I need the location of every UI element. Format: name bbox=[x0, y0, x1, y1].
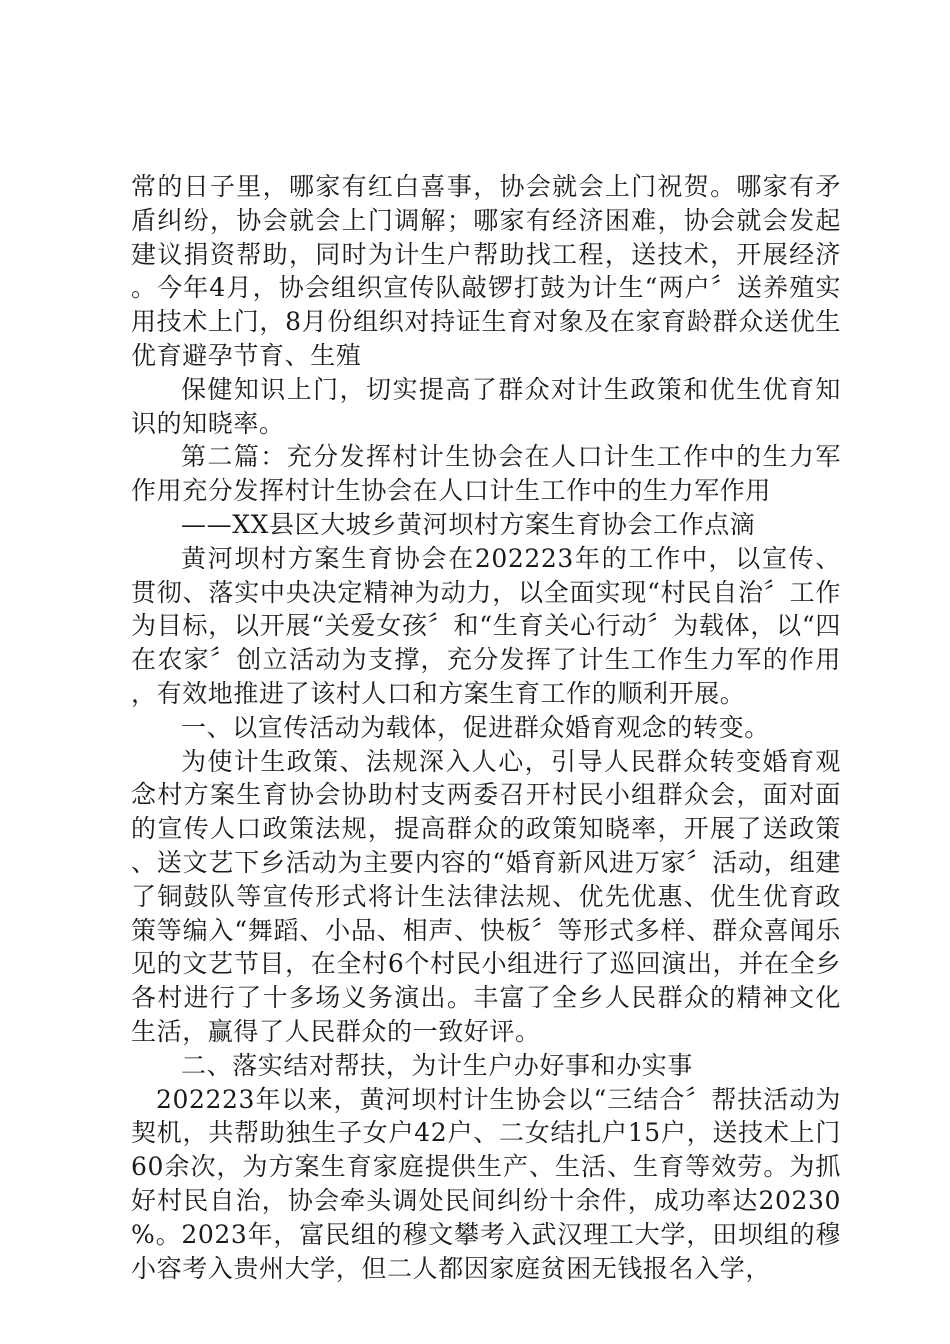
paragraph-publicity: 为使计生政策、法规深入人心，引导人民群众转变婚育观念村方案生育协会协助村支两委召开村民小组群众会，面对面的宣传人口政策法规，提高群众的政策知晓率，开展了送政策、送文艺下乡活动为主要内容的“婚育新风进万家〞活动，组建了铜鼓队等宣传形式将计生法律法规、优先优惠、优生优育政策等编入“舞蹈、小品、相声、快板〞等形式多样、群众喜闻乐见的文艺节目，在全村6个村民小组进行了巡回演出，并在全乡各村进行了十多场义务演出。丰富了全乡人民群众的精神文化生活，赢得了人民群众的一致好评。 bbox=[131, 746, 841, 1046]
paragraph-assistance: 202223年以来，黄河坝村计生协会以“三结合〞帮扶活动为契机，共帮助独生子女户42户、二女结扎户15户，送技术上门60余次，为方案生育家庭提供生产、生活、生育等效劳。为抓好村民自治，协会牵头调处民间纠纷十余件，成功率达20230%。2023年，富民组的穆文攀考入武汉理工大学，田坝组的穆小容考入贵州大学，但二人都因家庭贫困无钱报名入学， bbox=[131, 1084, 841, 1283]
section-title-second-chapter: 第二篇：充分发挥村计生协会在人口计生工作中的生力军作用充分发挥村计生协会在人口计生工作中的生力军作用 bbox=[131, 442, 841, 506]
section-subtitle: ——XX县区大坡乡黄河坝村方案生育协会工作点滴 bbox=[181, 509, 756, 539]
document-body bbox=[131, 170, 841, 1285]
paragraph-health-knowledge: 保健知识上门，切实提高了群众对计生政策和优生优育知识的知晓率。 bbox=[131, 374, 841, 438]
heading-assistance: 二、落实结对帮扶，为计生户办好事和办实事 bbox=[181, 1050, 694, 1080]
paragraph-continuation: 常的日子里，哪家有红白喜事，协会就会上门祝贺。哪家有矛盾纠纷，协会就会上门调解；哪家有经济困难，协会就会发起建议捐资帮助，同时为计生户帮助找工程，送技术，开展经济。今年4月，协会组织宣传队敲锣打鼓为计生“两户〞送养殖实用技术上门，8月份组织对持证生育对象及在家育龄群众送优生优育避孕节育、生殖 bbox=[131, 172, 841, 370]
paragraph-intro: 黄河坝村方案生育协会在202223年的工作中，以宣传、贯彻、落实中央决定精神为动力，以全面实现“村民自治〞工作为目标，以开展“关爱女孩〞和“生育关心行动〞为载体，以“四在农家〞创立活动为支撑，充分发挥了计生工作生力军的作用，有效地推进了该村人口和方案生育工作的顺利开展。 bbox=[131, 543, 841, 708]
heading-publicity: 一、以宣传活动为载体，促进群众婚育观念的转变。 bbox=[181, 712, 770, 742]
